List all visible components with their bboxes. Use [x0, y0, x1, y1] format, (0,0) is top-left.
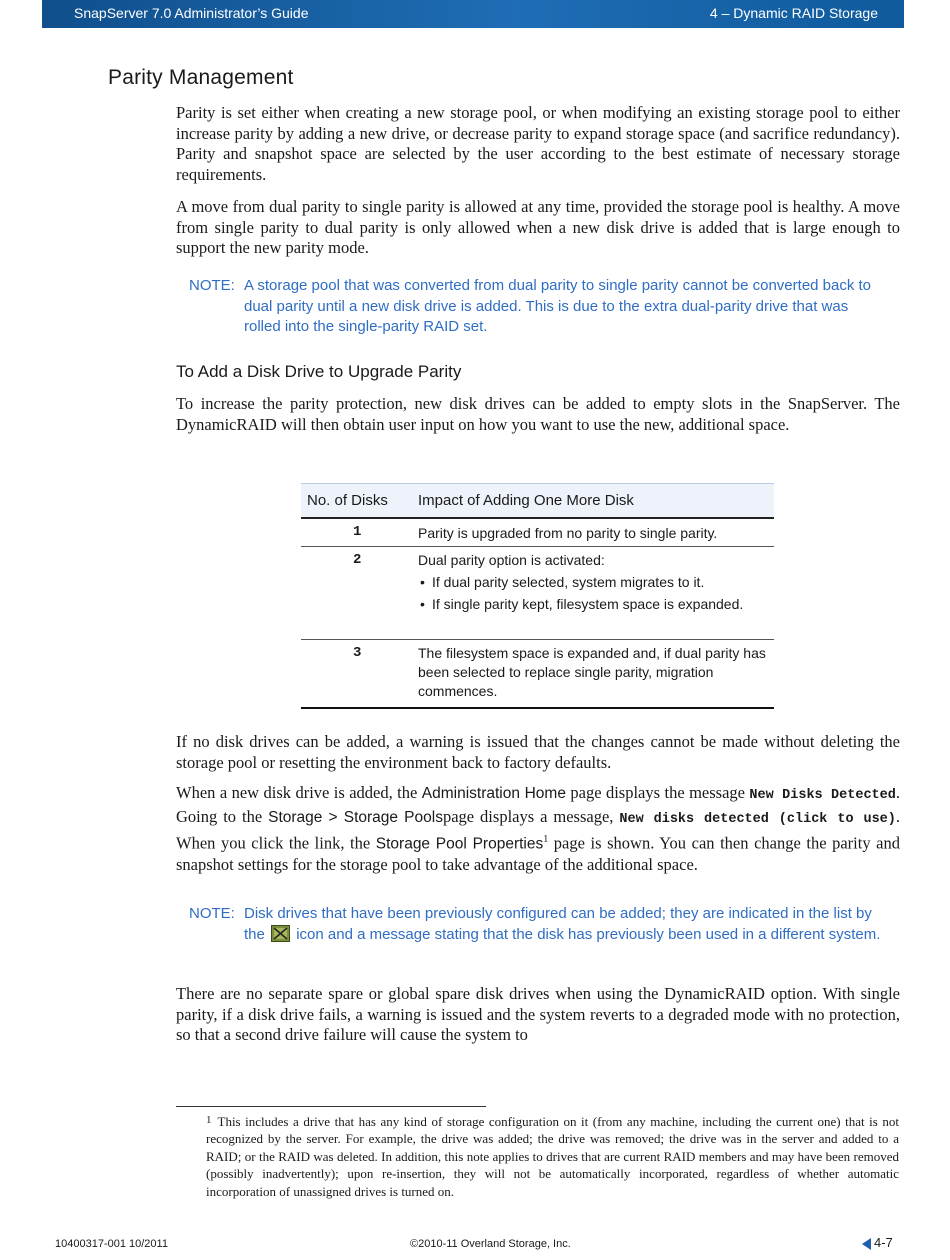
ui-name-pool-properties: Storage Pool Properties: [375, 835, 544, 853]
footer-doc-number: 10400317-001 10/2011: [55, 1238, 168, 1250]
paragraph-add-disk: To increase the parity protection, new disk drives can be added to empty slots in the SnapServer. The DynamicRAID will then obtain user input on how you want to use the new, additional space.: [176, 394, 900, 434]
row-impact-text: Dual parity option is activated:: [418, 552, 605, 568]
table-header-disks: No. of Disks: [307, 492, 388, 509]
text-run: page displays a message,: [442, 806, 620, 826]
table-row: [301, 640, 774, 709]
footnote: [206, 1112, 899, 1200]
paragraph-spare-drives: There are no separate spare or global spare disk drives when using the DynamicRAID option. With single parity, if a disk drive fails, a warning is issued and the system reverts to a degraded mode with no protection, so that a second drive failure will cause the system to: [176, 984, 900, 1045]
footnote-rule: [176, 1106, 486, 1107]
used-disk-icon: [271, 925, 290, 942]
note-previous-disks: [189, 904, 889, 966]
note-label: NOTE:: [189, 277, 235, 294]
header-guide-title: SnapServer 7.0 Administrator’s Guide: [74, 5, 309, 21]
note-text: A storage pool that was converted from dual parity to single parity cannot be converted back to dual parity until a new disk drive is added. This is due to the extra dual-parity drive that was rolled into the single-parity RAID set.: [244, 277, 872, 335]
header-chapter-title: 4 – Dynamic RAID Storage: [709, 5, 878, 21]
paragraph-parity-move: A move from dual parity to single parity is allowed at any time, provided the storage pool is healthy. A move from single parity to dual parity is only allowed when a new disk drive is added that is large enough to support the new parity mode.: [176, 197, 900, 258]
disk-impact-table: [301, 483, 774, 709]
table-header-impact: Impact of Adding One More Disk: [418, 492, 634, 509]
text-run: . Going to the: [176, 783, 900, 826]
message-code: New Disks Detected: [749, 788, 896, 803]
table-header-row: [301, 483, 774, 519]
page-triangle-icon: [862, 1238, 871, 1250]
footer-page-number: 4-7: [874, 1235, 893, 1250]
footer-page: [862, 1235, 893, 1250]
table-row: [301, 547, 774, 640]
row-disk-count: 2: [353, 552, 362, 568]
text-run: When a new disk drive is added, the: [176, 783, 422, 802]
table-row: [301, 519, 774, 547]
row-disk-count: 3: [353, 645, 362, 661]
subsection-title: To Add a Disk Drive to Upgrade Parity: [176, 362, 462, 381]
row-impact: [418, 551, 768, 614]
text-run: . When you click the link, the: [176, 806, 901, 853]
bullet-item: • If dual parity selected, system migrates to it.: [418, 573, 768, 592]
text-run: page is shown. You can then change the parity and snapshot settings for the storage pool to take advantage of the additional space.: [176, 833, 900, 875]
text-run: page displays the message: [565, 783, 750, 802]
paragraph-parity-intro: Parity is set either when creating a new storage pool, or when modifying an existing storage pool to either increase parity by adding a new drive, or decrease parity to expand storage space (and sacrifice redundancy). Parity and snapshot space are selected by the user according to the best estimate of necessary storage requirements.: [176, 103, 900, 184]
note-text: [244, 904, 884, 945]
row-impact: The filesystem space is expanded and, if dual parity has been selected to replace single parity, migration commences.: [418, 645, 766, 699]
footer-copyright: ©2010-11 Overland Storage, Inc.: [410, 1238, 571, 1250]
bullet-item: • If single parity kept, filesystem space is expanded.: [418, 595, 768, 614]
text-run: icon and a message stating that the disk has previously been used in a different system.: [296, 925, 881, 943]
footnote-number: 1: [206, 1114, 212, 1126]
section-title: Parity Management: [108, 66, 294, 89]
text-run: Disk drives that have been previously configured can be added; they are indicated in the list by the: [244, 905, 872, 943]
row-disk-count: 1: [353, 524, 362, 540]
note-conversion: [189, 276, 889, 338]
footnote-text: This includes a drive that has any kind of storage configuration on it (from any machine, including the current one) that is not recognized by the server. For example, the drive was added; the drive was removed; the drive was in the server and added to a RAID; or the RAID was deleted. In addition, this note applies to drives that are current RAID members and may have been removed (possibly inadvertently); upon re-insertion, they will not be automatically incorporated, regardless of whether automatic incorporation of unassigned drives is turned on.: [206, 1114, 899, 1199]
running-header: [42, 0, 904, 28]
row-impact: Parity is upgraded from no parity to single parity.: [418, 525, 718, 541]
paragraph-new-disk-added: [176, 783, 900, 876]
footnote-ref: 1: [543, 834, 549, 846]
ui-name-storage-pools: Storage > Storage Pools: [268, 808, 443, 826]
message-code: New disks detected (click to use): [619, 811, 896, 827]
ui-name-admin-home: Administration Home: [421, 785, 566, 802]
note-label: NOTE:: [189, 905, 235, 922]
paragraph-no-disks: If no disk drives can be added, a warning is issued that the changes cannot be made without deleting the storage pool or resetting the environment back to factory defaults.: [176, 732, 900, 772]
